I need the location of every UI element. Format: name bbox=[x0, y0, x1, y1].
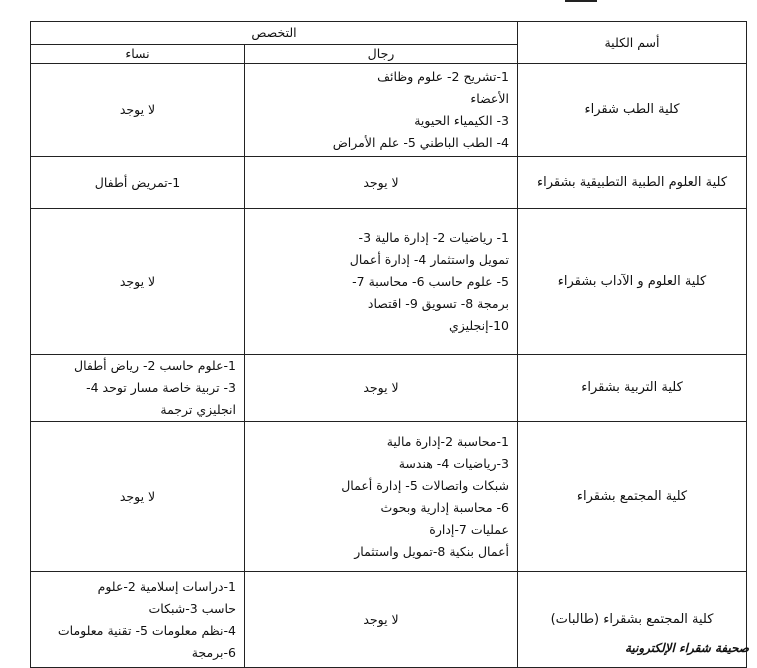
men-header: رجال bbox=[245, 45, 518, 64]
women-major-line: 6-برمجة bbox=[191, 644, 236, 660]
men-major-line: الأعضاء bbox=[470, 91, 509, 106]
men-none-cell: لا يوجد bbox=[245, 355, 518, 422]
men-major-line: 1-محاسبة 2-إدارة مالية bbox=[386, 433, 509, 449]
women-major-line: حاسب 3-شبكات bbox=[148, 600, 236, 616]
men-major-line: أعمال بنكية 8-تمويل واستثمار bbox=[354, 543, 509, 559]
table-row bbox=[31, 422, 747, 572]
women-major-line: 1-علوم حاسب 2- رياض أطفال bbox=[74, 358, 236, 373]
men-majors-cell bbox=[245, 422, 518, 572]
college-name-cell: كلية التربية بشقراء bbox=[518, 355, 747, 422]
college-name-cell: كلية المجتمع بشقراء (طالبات) bbox=[518, 572, 747, 668]
college-name-cell: كلية الطب شقراء bbox=[518, 64, 747, 157]
men-major-line: 1- رياضيات 2- إدارة مالية 3- bbox=[358, 229, 509, 245]
men-major-line: 6- محاسبة إدارية وبحوث bbox=[380, 499, 509, 515]
men-none-cell: لا يوجد bbox=[245, 572, 518, 668]
men-major-line: 3- الكيمياء الحيوية bbox=[414, 113, 509, 128]
table-row bbox=[31, 209, 747, 355]
table-body bbox=[31, 64, 747, 668]
table-row bbox=[31, 157, 747, 209]
women-major-line: انجليزي ترجمة bbox=[160, 402, 236, 417]
college-name-cell: كلية العلوم الطبية التطبيقية بشقراء bbox=[518, 157, 747, 209]
table-row bbox=[31, 355, 747, 422]
women-header: نساء bbox=[31, 45, 245, 64]
women-none-cell: لا يوجد bbox=[31, 422, 245, 572]
men-majors-cell bbox=[245, 64, 518, 157]
men-majors-cell bbox=[245, 209, 518, 355]
women-none-cell: لا يوجد bbox=[31, 64, 245, 157]
men-major-line: 3-رياضيات 4- هندسة bbox=[398, 455, 509, 471]
college-name-cell: كلية العلوم و الآداب بشقراء bbox=[518, 209, 747, 355]
women-major-line: 4-نظم معلومات 5- تقنية معلومات bbox=[57, 622, 236, 638]
women-major-line: 3- تربية خاصة مسار توحد 4- bbox=[86, 380, 236, 395]
men-major-line: برمجة 8- تسويق 9- اقتصاد bbox=[367, 295, 509, 311]
specialization-header: التخصص bbox=[31, 22, 518, 45]
women-major-line: 1-دراسات إسلامية 2-علوم bbox=[97, 578, 236, 594]
women-majors-cell bbox=[31, 157, 245, 209]
men-major-line: 10-إنجليزي bbox=[448, 317, 509, 333]
women-none-cell: لا يوجد bbox=[31, 209, 245, 355]
men-major-line: عمليات 7-إدارة bbox=[429, 521, 509, 537]
women-major-line: 1-تمريض أطفال bbox=[94, 174, 181, 190]
women-majors-cell bbox=[31, 572, 245, 668]
men-none-cell: لا يوجد bbox=[245, 157, 518, 209]
men-major-line: شبكات واتصالات 5- إدارة أعمال bbox=[341, 477, 509, 493]
men-major-line: 5- علوم حاسب 6- محاسبة 7- bbox=[352, 273, 509, 289]
majors-table bbox=[30, 21, 747, 668]
college-name-cell: كلية المجتمع بشقراء bbox=[518, 422, 747, 572]
men-major-line: 4- الطب الباطني 5- علم الأمراض bbox=[332, 135, 509, 150]
men-major-line: تمويل واستثمار 4- إدارة أعمال bbox=[349, 251, 509, 267]
top-edge-mark bbox=[565, 0, 597, 2]
women-majors-cell bbox=[31, 355, 245, 422]
men-major-line: 1-تشريح 2- علوم وظائف bbox=[377, 69, 509, 84]
table-row bbox=[31, 64, 747, 157]
college-name-header: أسم الكلية bbox=[518, 22, 747, 64]
footer-credit: صحيفة شقراء الإلكترونية bbox=[624, 641, 749, 655]
